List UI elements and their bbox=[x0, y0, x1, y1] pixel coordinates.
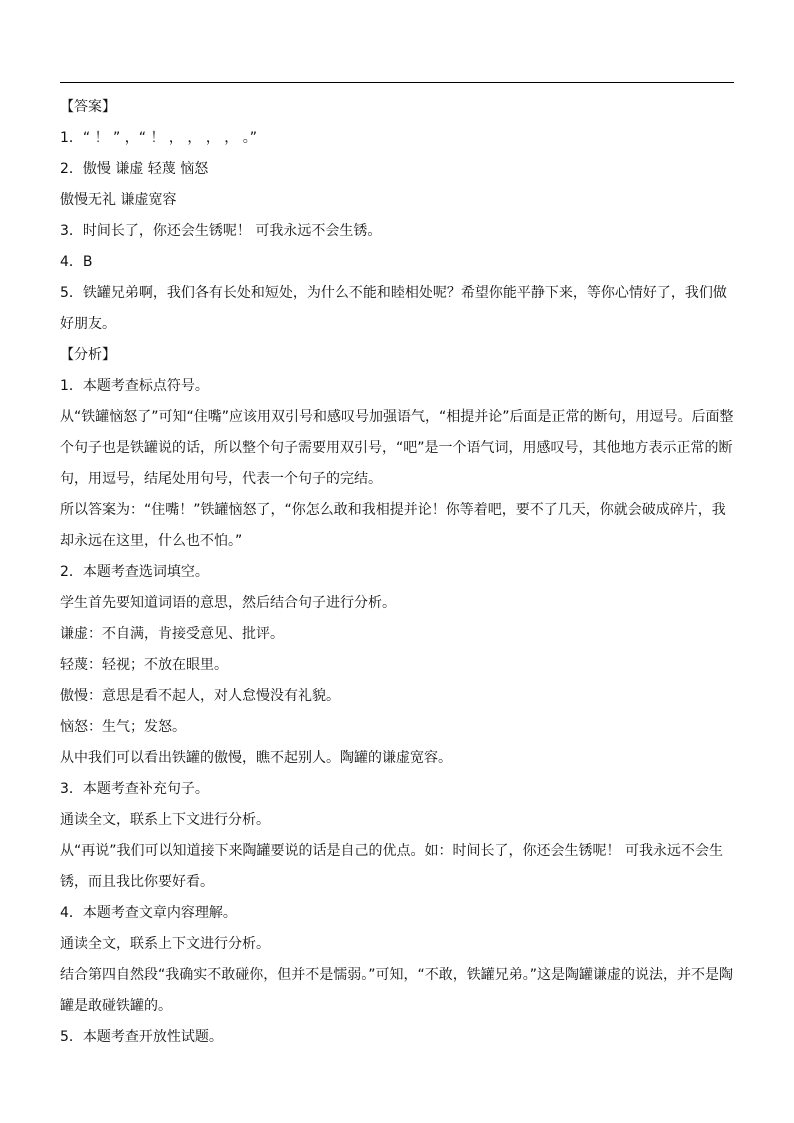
analysis-paragraph: 5．本题考查开放性试题。 bbox=[60, 1029, 223, 1045]
answer-item-5: 5．铁罐兄弟啊，我们各有长处和短处，为什么不能和睦相处呢？希望你能平静下来，等你心情好了，我们做好朋友。 bbox=[60, 285, 727, 332]
analysis-paragraph: 3．本题考查补充句子。 bbox=[60, 781, 209, 797]
header-rule bbox=[60, 82, 734, 83]
analysis-paragraph: 2．本题考查选词填空。 bbox=[60, 564, 209, 580]
analysis-paragraph: 4．本题考查文章内容理解。 bbox=[60, 905, 237, 921]
analysis-paragraph: 傲慢：意思是看不起人，对人怠慢没有礼貌。 bbox=[60, 688, 340, 704]
analysis-paragraph: 从中我们可以看出铁罐的傲慢，瞧不起别人。陶罐的谦虚宽容。 bbox=[60, 750, 452, 766]
analysis-paragraph: 通读全文，联系上下文进行分析。 bbox=[60, 936, 270, 952]
analysis-heading: 【分析】 bbox=[60, 347, 116, 363]
analysis-paragraph: 谦虚：不自满，肯接受意见、批评。 bbox=[60, 626, 284, 642]
analysis-paragraph: 从“再说”我们可以知道接下来陶罐要说的话是自己的优点。如：时间长了，你还会生锈呢！ 可我永远不会生锈，而且我比你要好看。 bbox=[60, 843, 723, 890]
analysis-paragraph: 轻蔑：轻视；不放在眼里。 bbox=[60, 657, 228, 673]
analysis-paragraph: 学生首先要知道词语的意思，然后结合句子进行分析。 bbox=[60, 595, 396, 611]
answer-item-2-extra: 傲慢无礼 谦虚宽容 bbox=[60, 192, 177, 208]
analysis-paragraph: 1．本题考查标点符号。 bbox=[60, 378, 209, 394]
analysis-paragraph: 结合第四自然段“我确实不敢碰你，但并不是懦弱。”可知，“不敢，铁罐兄弟。”这是陶罐谦虚的说法，并不是陶罐是敢碰铁罐的。 bbox=[60, 967, 734, 1014]
analysis-paragraph: 通读全文，联系上下文进行分析。 bbox=[60, 812, 270, 828]
answer-item-4: 4．B bbox=[60, 254, 93, 270]
answer-item-3: 3．时间长了，你还会生锈呢！ 可我永远不会生锈。 bbox=[60, 223, 382, 239]
answer-item-1: 1．“ ！ ” ，“ ！ ， ， ， ， 。” bbox=[60, 130, 257, 146]
analysis-paragraph: 从“铁罐恼怒了”可知“住嘴”应该用双引号和感叹号加强语气，“相提并论”后面是正常的断句，用逗号。后面整个句子也是铁罐说的话，所以整个句子需要用双引号，“吧”是一个语气词，用感叹号，其他地方表示正常的断句，用逗号，结尾处用句号，代表一个句子的完结。 bbox=[60, 409, 734, 487]
answer-item-2: 2．傲慢 谦虚 轻蔑 恼怒 bbox=[60, 161, 209, 177]
answer-heading: 【答案】 bbox=[60, 99, 116, 115]
document-body bbox=[60, 92, 736, 1053]
analysis-paragraph: 所以答案为：“住嘴！”铁罐恼怒了，“你怎么敢和我相提并论！你等着吧，要不了几天，你就会破成碎片，我却永远在这里，什么也不怕。” bbox=[60, 502, 726, 549]
analysis-paragraph: 恼怒：生气；发怒。 bbox=[60, 719, 186, 735]
